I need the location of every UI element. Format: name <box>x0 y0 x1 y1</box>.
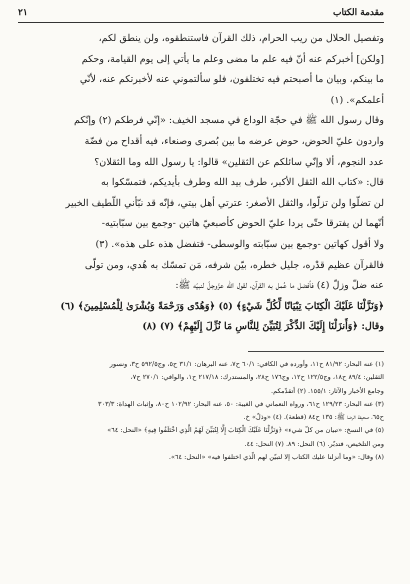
body-line: عدد النجوم، ألا وإنّي سائلكم عن الثقلين» قالوا: يا رسول الله وما الثقلان؟ <box>94 156 384 168</box>
body-line: وقال رسول الله ﷺ في حجّة الوداع في مسجد الخيف: «إنّي فرطكم (٢) وإنّكم <box>74 115 384 127</box>
footnote-line: وجامع الأخبار والآثار: ١٥٥/١. (٢) أتقدّمكم. <box>271 386 384 395</box>
footnote-line: (٣) عنه البحار: ١٢٩/٢٣ ح٦١، ورواه النعماني في الغيبة: ٥٠، عنه البحار: ١٠٢/٩٢ ح٨٠، وإثبات الهداة: ٣٠٣/٣ <box>98 399 384 408</box>
page-number: ٢١ <box>18 8 28 18</box>
quran-verse-line: وقال: ﴿وَأَنزَلْنَا إِلَيْكَ الذِّكْرَ لِتُبَيِّنَ لِلنَّاسِ مَا نُزِّلَ إِلَيْهِمْ﴾ (٧) (٨) <box>142 321 384 333</box>
footnote-line: ح٦٥، صحيفة الرضا ﷺ: ١٣٥ ح٨٤ (قطعة). (٤) «وذلّ» خ. <box>243 413 384 422</box>
footnote-line: (١) عنه البحار: ٨١/٩٢ ح١١، وأورده في الكافي: ٦٠/١ ح٧، عنه البرهان: ٣١/١ ح٥، وج٥٩٢/٥ ح٣، ونسور <box>109 359 384 368</box>
footnote-separator <box>248 351 384 352</box>
body-line: وتفصيل الحلال من ريب الحرام، ذلك القرآن فاستنطقوه، ولن ينطق لكم، <box>98 33 384 44</box>
body-text <box>18 29 384 337</box>
body-line: عنه ضلّ وزلّ (٤) فأفضل ما عُمل به القرآن، لقول الله عزّوجلّ لنبيّه ﷺ: <box>175 280 384 292</box>
body-line: واردون عليّ الحوض، حوض عرضه ما بين بُصرى وصنعاء، فيه أقداح من فضّة <box>84 135 384 147</box>
body-line: أنّهما لن يفترقا حتّى يردا عليّ الحوض كأصبعيّ هاتين -وجمع بين سبّابتيه- <box>101 218 384 230</box>
body-line: قال: «كتاب الله الثقل الأكبر، طرف بيد الله وطرف بأيديكم، فتمسّكوا به <box>100 177 384 189</box>
running-header <box>18 4 384 22</box>
footnote-line: (٨) وقال: «وما أنزلنا عليك الكتاب إلا لتبيّن لهم الّذي اختلفوا فيه» «النحل: ٦٤». <box>168 452 384 461</box>
quran-verse-line: ﴿وَنَزَّلْنَا عَلَيْكَ الْكِتَابَ تِبْيَانًا لِّكُلِّ شَيْءٍ﴾ (٥) ﴿وَهُدًى وَرَحْمَةً وَبُشْرَىٰ لِلْمُسْلِمِينَ﴾ (٦) <box>60 300 384 312</box>
chapter-title: مقدمة الكتاب <box>332 8 384 18</box>
footnotes <box>18 358 384 464</box>
header-rule <box>18 22 384 23</box>
body-line: [ولكن] أخبركم عنه أنّ فيه علم ما مضى وعلم ما يأتي إلى يوم القيامة، وحكم <box>81 53 384 65</box>
body-line: أعلمكم». (١) <box>330 94 384 106</box>
body-line: ما بينكم، وبيان ما أصبحتم فيه تختلفون، فلو سألتموني عنه لأخبرتكم عنه، لأنّي <box>79 74 384 86</box>
body-line: فالقرآن عظيم قدْره، جليل خطره، بيّن شرفه، مَن تمسّك به هُدي، ومن تولّى <box>84 259 384 271</box>
footnote-line: الثقلين: ٨٩/٤ ح١٨، وج١٢٢/٥ ح١٢، وج١٧٦ ح٢٨، والمستدرك: ٢١٧/١٨ ح١، والوافي: ٢٧٠/١ ح٧، <box>130 373 384 382</box>
footnote-line: (٥) في النسخ: «تبيان من كلّ شيء» ﴿وَنَزَّلْنَا عَلَيْكَ الْكِتَابَ إِلَّا لِتُبَيِّنَ لَهُمُ الَّذِي اخْتَلَفُوا فِيهِ﴾ «النحل: ٦٤» <box>107 426 384 435</box>
footnote-line: ومن التلخيص، فتدبّر. (٦) النحل: ٨٩. (٧) النحل: ٤٤. <box>244 439 384 448</box>
body-line: ولا أقول كهاتين -وجمع بين سبّابته والوسطى- فتفضل هذه على هذه». (٣) <box>95 238 384 250</box>
body-line: لن تضلّوا ولن تزلّوا، والثقل الأصغر: عترتي أهل بيتي، فإنّه قد نبّأني اللّطيف الخبير <box>65 197 384 209</box>
